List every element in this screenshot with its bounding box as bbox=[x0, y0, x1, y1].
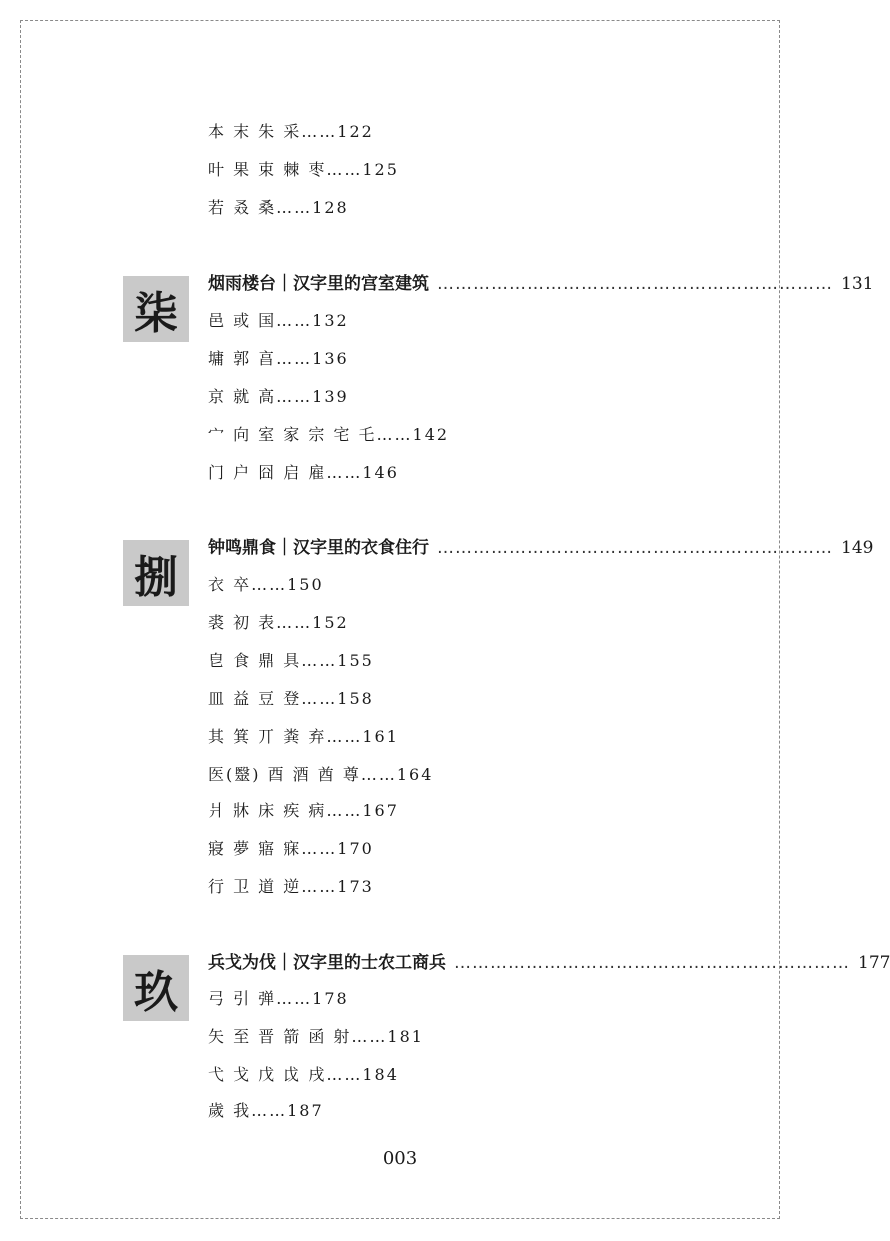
chapter-page: 177 bbox=[858, 953, 890, 973]
chapter-heading[interactable] bbox=[208, 952, 890, 974]
page-number: 003 bbox=[382, 1148, 418, 1169]
toc-entry[interactable]: 医(毉) 酉 酒 酋 尊……164 bbox=[208, 765, 434, 784]
toc-entry[interactable]: 若 叒 桑……128 bbox=[208, 198, 349, 217]
toc-entry[interactable]: 裘 初 表……152 bbox=[208, 613, 349, 632]
chapter-number-badge: 捌 bbox=[123, 540, 189, 606]
chapter-heading[interactable] bbox=[208, 537, 874, 559]
leader-dots: ………………………………………………………… bbox=[437, 274, 833, 294]
leader-dots: ………………………………………………………… bbox=[437, 538, 833, 558]
toc-entry[interactable]: 行 卫 道 逆……173 bbox=[208, 877, 374, 896]
toc-entry[interactable]: 本 末 朱 采……122 bbox=[208, 122, 374, 141]
leader-dots: ………………………………………………………… bbox=[454, 953, 850, 973]
toc-entry[interactable]: 弋 戈 戊 戉 戌……184 bbox=[208, 1065, 399, 1084]
toc-entry[interactable]: 其 箕 丌 粪 弃……161 bbox=[208, 727, 399, 746]
chapter-heading[interactable] bbox=[208, 273, 874, 295]
chapter-page: 131 bbox=[841, 274, 874, 294]
toc-entry[interactable]: 衣 卒……150 bbox=[208, 575, 324, 594]
toc-entry[interactable]: 弓 引 弹……178 bbox=[208, 989, 349, 1008]
toc-entry[interactable]: 皀 食 鼎 具……155 bbox=[208, 651, 374, 670]
toc-entry[interactable]: 歲 我……187 bbox=[208, 1101, 324, 1120]
toc-entry[interactable]: 寢 夢 寤 寐……170 bbox=[208, 839, 374, 858]
toc-entry[interactable]: 墉 郭 亯……136 bbox=[208, 349, 349, 368]
toc-entry[interactable]: 爿 牀 床 疾 病……167 bbox=[208, 801, 399, 820]
chapter-number-badge: 玖 bbox=[123, 955, 189, 1021]
chapter-title: 钟鸣鼎食｜汉字里的衣食住行 bbox=[208, 538, 429, 558]
toc-entry[interactable]: 皿 益 豆 登……158 bbox=[208, 689, 374, 708]
toc-entry[interactable]: 宀 向 室 家 宗 宅 乇……142 bbox=[208, 425, 450, 444]
toc-entry[interactable]: 京 就 高……139 bbox=[208, 387, 349, 406]
toc-entry[interactable]: 叶 果 束 棘 枣……125 bbox=[208, 160, 399, 179]
chapter-title: 烟雨楼台｜汉字里的宫室建筑 bbox=[208, 274, 429, 294]
toc-entry[interactable]: 矢 至 晋 箭 函 射……181 bbox=[208, 1027, 424, 1046]
chapter-page: 149 bbox=[841, 538, 874, 558]
chapter-title: 兵戈为伐｜汉字里的士农工商兵 bbox=[208, 953, 446, 973]
toc-entry[interactable]: 邑 或 国……132 bbox=[208, 311, 349, 330]
chapter-number-badge: 柒 bbox=[123, 276, 189, 342]
toc-entry[interactable]: 门 户 囧 启 雇……146 bbox=[208, 463, 399, 482]
